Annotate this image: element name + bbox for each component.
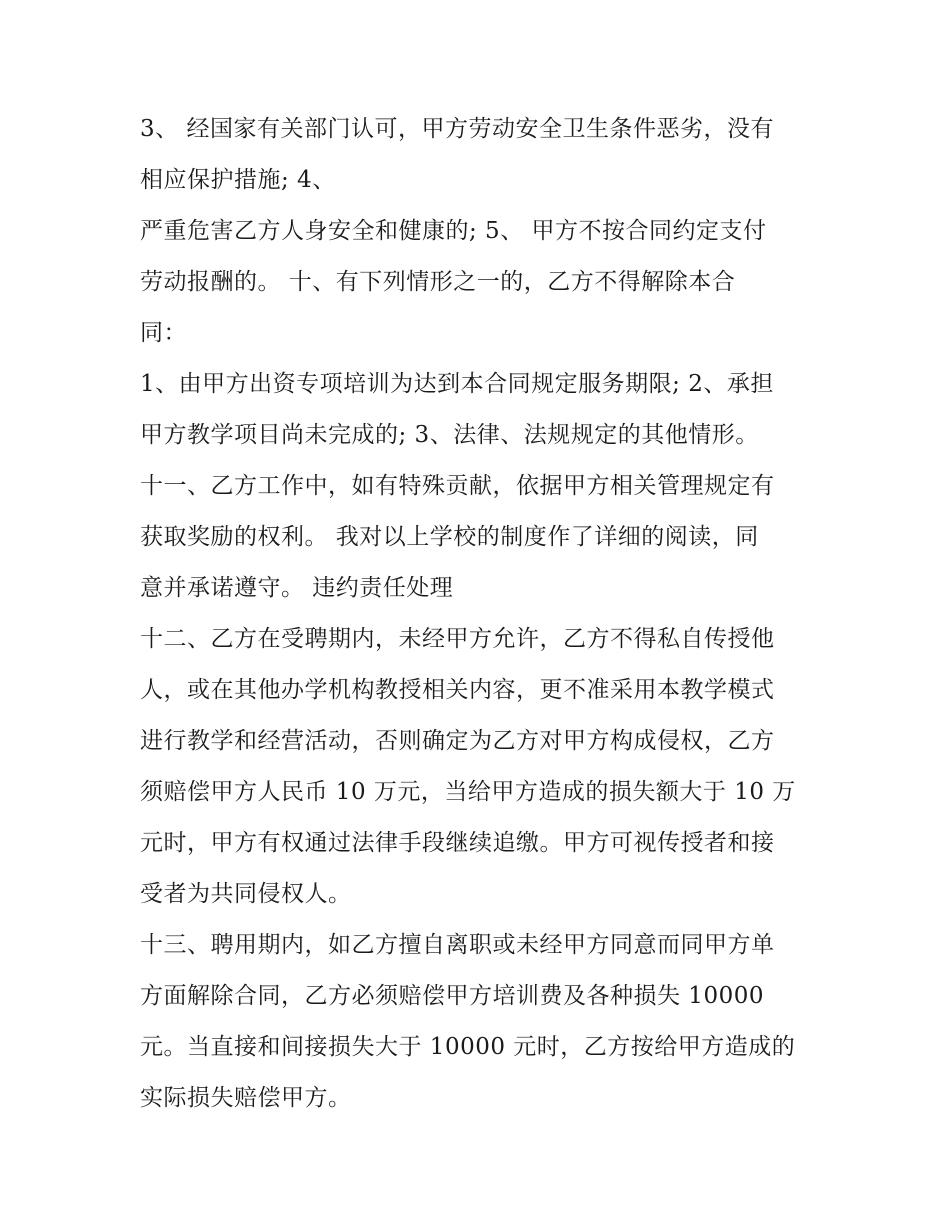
text-line: 实际损失赔偿甲方。 [140,1085,352,1111]
text-line: 3、 经国家有关部门认可，甲方劳动安全卫生条件恶劣，没有 [140,116,774,142]
text-line: 严重危害乙方人身安全和健康的; 5、 甲方不按合同约定支付 [140,218,767,244]
text-line: 元。当直接和间接损失大于 10000 元时，乙方按给甲方造成的 [140,1034,796,1060]
document-body [140,104,820,1124]
text-line: 获取奖励的权利。 我对以上学校的制度作了详细的阅读，同 [140,524,759,550]
text-line: 方面解除合同，乙方必须赔偿甲方培训费及各种损失 10000 [140,983,764,1009]
text-line: 元时，甲方有权通过法律手段继续追缴。甲方可视传授者和接 [140,830,775,856]
text-line: 同： [140,320,187,346]
text-line: 进行教学和经营活动，否则确定为乙方对甲方构成侵权，乙方 [140,728,775,754]
text-line: 1、由甲方出资专项培训为达到本合同规定服务期限; 2、承担 [140,371,774,397]
text-line: 受者为共同侵权人。 [140,881,352,907]
text-line: 十三、聘用期内，如乙方擅自离职或未经甲方同意而同甲方单 [140,932,775,958]
text-line: 十二、乙方在受聘期内，未经甲方允许，乙方不得私自传授他 [140,626,775,652]
text-line: 须赔偿甲方人民币 10 万元，当给甲方造成的损失额大于 10 万 [140,779,796,805]
text-line: 十一、乙方工作中，如有特殊贡献，依据甲方相关管理规定有 [140,473,775,499]
text-line: 相应保护措施; 4、 [140,167,336,193]
text-line: 意并承诺遵守。 违约责任处理 [140,575,454,601]
text-line: 劳动报酬的。 十、有下列情形之一的，乙方不得解除本合 [140,269,736,295]
text-line: 甲方教学项目尚未完成的; 3、法律、法规规定的其他情形。 [140,422,759,448]
text-line: 人，或在其他办学机构教授相关内容，更不准采用本教学模式 [140,677,775,703]
